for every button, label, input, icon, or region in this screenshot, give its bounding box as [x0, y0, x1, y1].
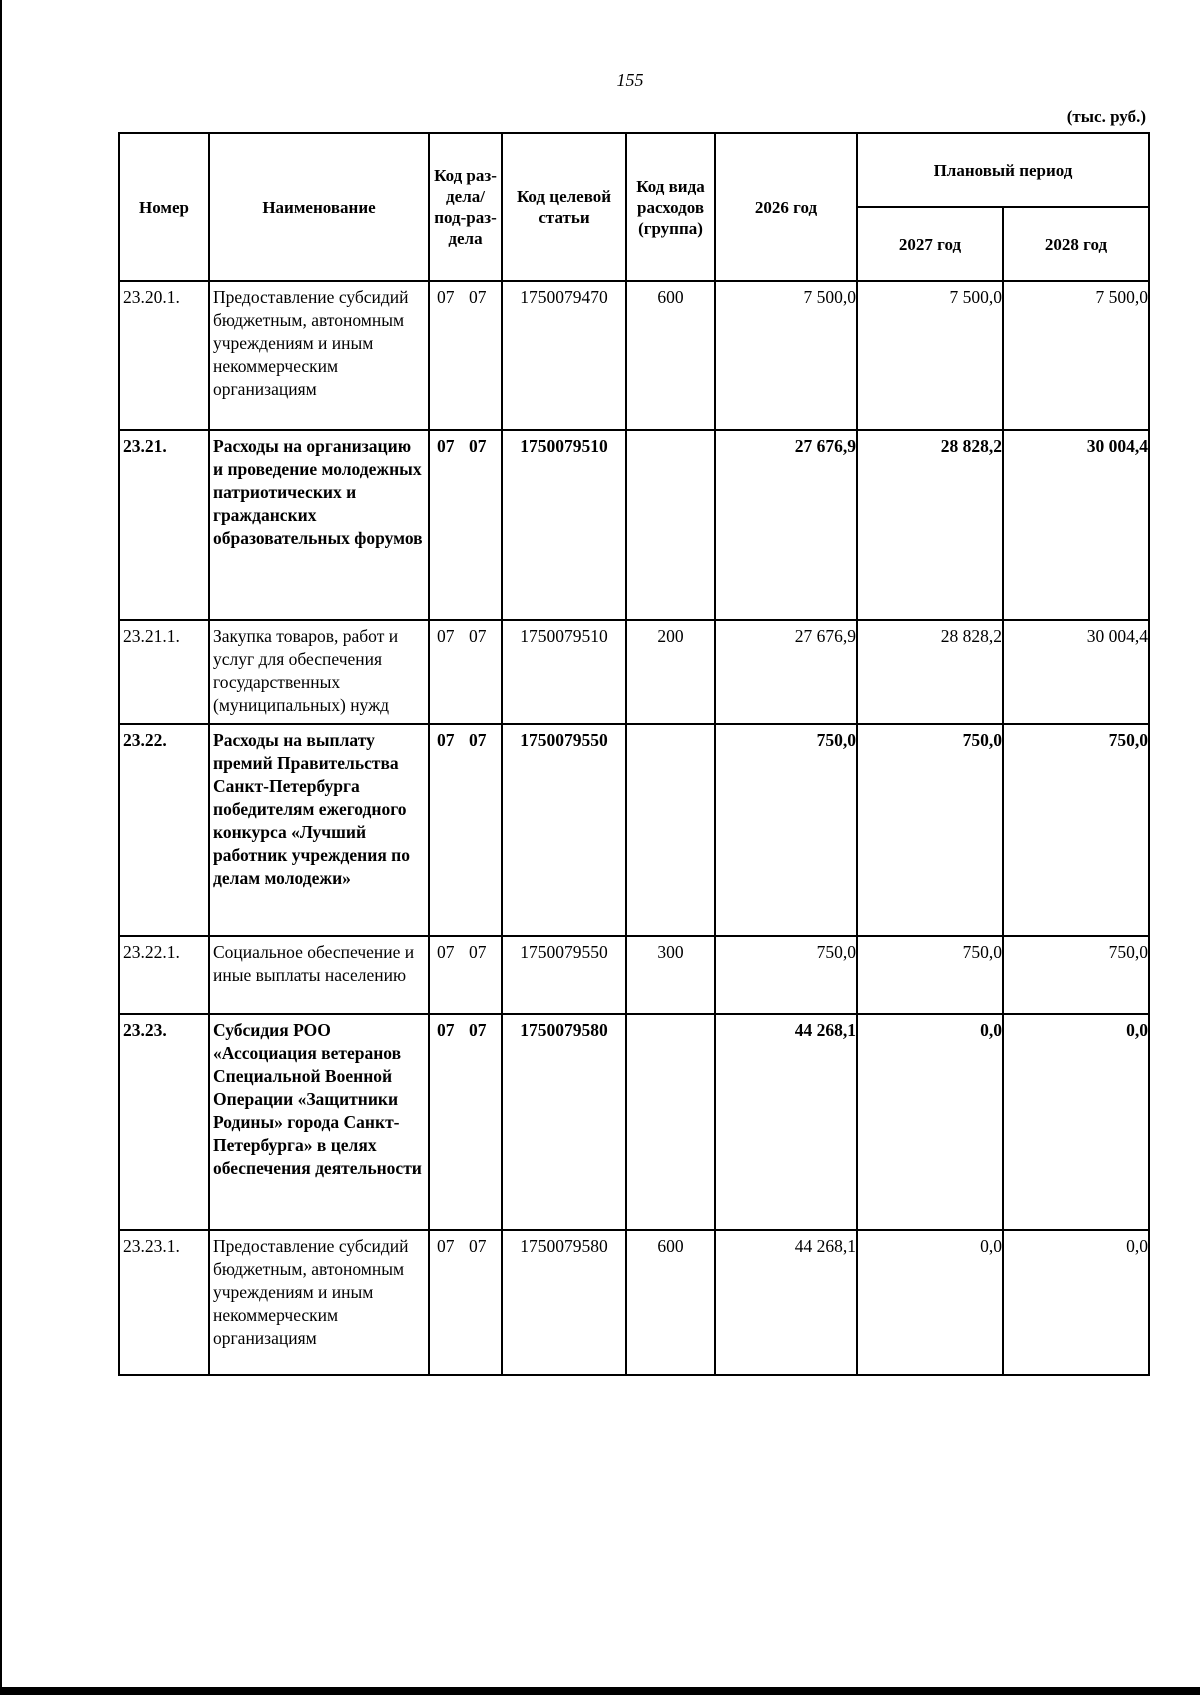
row-value-2027: 28 828,2 [857, 620, 1003, 724]
row-value-2026: 750,0 [715, 724, 857, 936]
row-podrazdel: 07 [469, 942, 487, 962]
row-value-2027: 28 828,2 [857, 430, 1003, 620]
row-name: Расходы на выплату премий Правительства Санкт-Петербурга победителям ежегодного конкурса «Лучший работник учреждения по делам молодежи» [209, 724, 429, 936]
budget-table [118, 132, 1150, 1376]
row-target-code: 1750079550 [502, 936, 626, 1014]
row-podrazdel: 07 [469, 626, 487, 646]
row-section-code [429, 620, 502, 724]
row-section-code [429, 1014, 502, 1230]
header-target-code: Код целевой статьи [502, 133, 626, 281]
row-razdel: 07 [437, 626, 455, 646]
row-value-2028: 7 500,0 [1003, 281, 1149, 430]
row-name: Предоставление субсидий бюджетным, автономным учреждениям и иным некоммерческим организациям [209, 1230, 429, 1375]
row-value-2028: 750,0 [1003, 936, 1149, 1014]
row-value-2026: 7 500,0 [715, 281, 857, 430]
table-row [119, 620, 1149, 724]
row-section-code [429, 281, 502, 430]
row-number: 23.23.1. [119, 1230, 209, 1375]
row-value-2027: 7 500,0 [857, 281, 1003, 430]
row-value-2026: 44 268,1 [715, 1014, 857, 1230]
row-target-code: 1750079510 [502, 430, 626, 620]
row-expense-type [626, 430, 715, 620]
row-podrazdel: 07 [469, 1020, 487, 1040]
row-razdel: 07 [437, 1236, 455, 1256]
row-target-code: 1750079580 [502, 1014, 626, 1230]
row-name: Закупка товаров, работ и услуг для обеспечения государственных (муниципальных) нужд [209, 620, 429, 724]
table-row [119, 1014, 1149, 1230]
table-row [119, 936, 1149, 1014]
row-value-2027: 0,0 [857, 1230, 1003, 1375]
row-podrazdel: 07 [469, 730, 487, 750]
row-section-code [429, 936, 502, 1014]
header-number: Номер [119, 133, 209, 281]
row-value-2026: 44 268,1 [715, 1230, 857, 1375]
row-razdel: 07 [437, 730, 455, 750]
row-value-2026: 750,0 [715, 936, 857, 1014]
row-number: 23.21.1. [119, 620, 209, 724]
row-name: Расходы на организацию и проведение молодежных патриотических и гражданских образовательных форумов [209, 430, 429, 620]
row-section-code [429, 430, 502, 620]
header-planning-period: Плановый период [857, 133, 1149, 207]
table-row [119, 430, 1149, 620]
row-name: Предоставление субсидий бюджетным, автономным учреждениям и иным некоммерческим организациям [209, 281, 429, 430]
row-value-2028: 30 004,4 [1003, 430, 1149, 620]
scan-bottom-edge [0, 1687, 1200, 1695]
row-value-2027: 0,0 [857, 1014, 1003, 1230]
row-value-2027: 750,0 [857, 936, 1003, 1014]
row-number: 23.22. [119, 724, 209, 936]
row-value-2028: 750,0 [1003, 724, 1149, 936]
row-expense-type [626, 724, 715, 936]
row-value-2026: 27 676,9 [715, 620, 857, 724]
row-razdel: 07 [437, 287, 455, 307]
row-section-code [429, 724, 502, 936]
header-expense-type: Код вида расходов (группа) [626, 133, 715, 281]
row-podrazdel: 07 [469, 287, 487, 307]
row-section-code [429, 1230, 502, 1375]
table-row [119, 1230, 1149, 1375]
row-podrazdel: 07 [469, 436, 487, 456]
row-value-2028: 0,0 [1003, 1230, 1149, 1375]
row-expense-type: 600 [626, 281, 715, 430]
row-expense-type: 200 [626, 620, 715, 724]
row-podrazdel: 07 [469, 1236, 487, 1256]
table-row [119, 724, 1149, 936]
table-row [119, 281, 1149, 430]
row-razdel: 07 [437, 436, 455, 456]
header-year-2028: 2028 год [1003, 207, 1149, 281]
row-target-code: 1750079580 [502, 1230, 626, 1375]
row-number: 23.21. [119, 430, 209, 620]
row-number: 23.20.1. [119, 281, 209, 430]
row-razdel: 07 [437, 942, 455, 962]
header-section-code: Код раз-дела/ под-раз-дела [429, 133, 502, 281]
row-expense-type [626, 1014, 715, 1230]
row-target-code: 1750079470 [502, 281, 626, 430]
header-year-2027: 2027 год [857, 207, 1003, 281]
row-value-2027: 750,0 [857, 724, 1003, 936]
row-name: Социальное обеспечение и иные выплаты населению [209, 936, 429, 1014]
row-name: Субсидия РОО «Ассоциация ветеранов Специальной Военной Операции «Защитники Родины» города Санкт-Петербурга» в целях обеспечения деятельности [209, 1014, 429, 1230]
row-value-2028: 30 004,4 [1003, 620, 1149, 724]
units-label: (тыс. руб.) [1066, 107, 1146, 126]
page-number: 155 [616, 70, 644, 90]
row-target-code: 1750079550 [502, 724, 626, 936]
row-value-2026: 27 676,9 [715, 430, 857, 620]
row-target-code: 1750079510 [502, 620, 626, 724]
row-expense-type: 600 [626, 1230, 715, 1375]
header-name: Наименование [209, 133, 429, 281]
row-expense-type: 300 [626, 936, 715, 1014]
row-number: 23.23. [119, 1014, 209, 1230]
header-year-2026: 2026 год [715, 133, 857, 281]
row-razdel: 07 [437, 1020, 455, 1040]
scan-left-edge [0, 0, 2, 1695]
row-number: 23.22.1. [119, 936, 209, 1014]
row-value-2028: 0,0 [1003, 1014, 1149, 1230]
